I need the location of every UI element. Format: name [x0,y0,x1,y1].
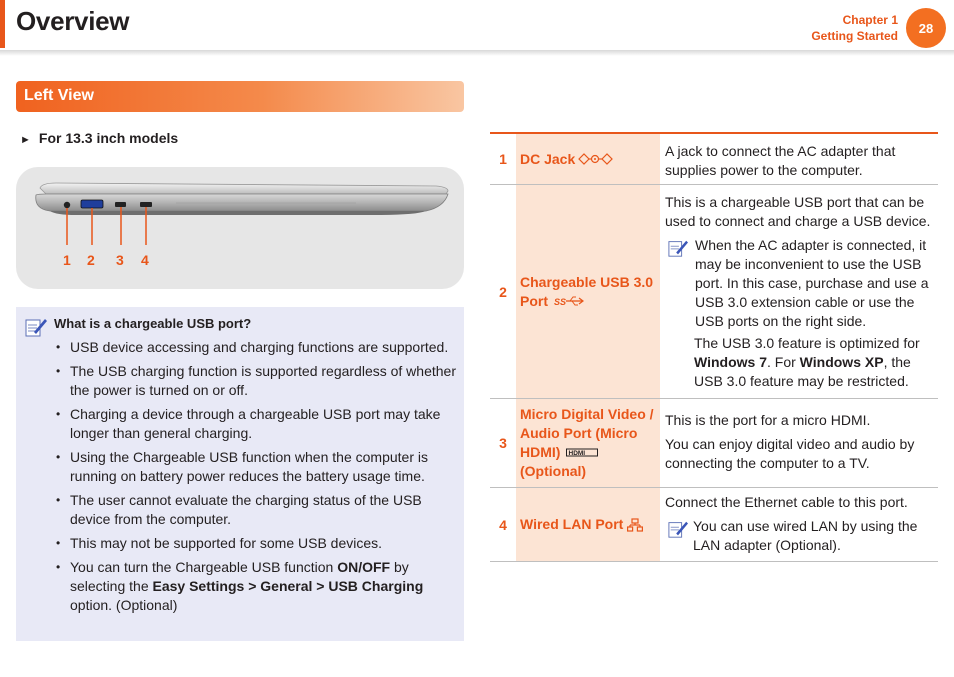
note-pencil-icon [24,316,48,338]
port-name [516,134,660,184]
row-number: 3 [499,435,507,451]
section-heading [16,81,464,112]
port-description-text: Connect the Ethernet cable to this port. [665,494,908,510]
port-name [516,185,660,398]
list-text-bold: ON/OFF [337,559,391,575]
list-item: • USB device accessing and charging functions are supported. [54,338,458,357]
port-description [665,193,938,391]
list-item: • Charging a device through a chargeable USB port may take longer than general charging. [54,405,458,443]
port-name-label: Micro Digital Video / Audio Port (Micro HDMI) [520,406,654,460]
extra-text: The USB 3.0 feature is optimized for [694,335,920,351]
micro-hdmi-port [115,202,126,207]
port-name-suffix: (Optional) [520,463,587,479]
model-heading [20,130,178,146]
note-pencil-icon [667,238,689,258]
callout-4: 4 [141,252,149,268]
triangle-bullet-icon: ► [20,134,31,146]
note-list [54,338,458,620]
port-description: A jack to connect the AC adapter that supplies power to the computer. [665,143,896,178]
chapter-label [811,12,898,44]
list-item [54,558,458,615]
list-text: You can turn the Chargeable USB function [70,559,338,575]
port-note-text: You can use wired LAN by using the LAN adapter (Optional). [693,518,918,553]
port-name [516,399,660,487]
dc-jack-icon [578,153,614,165]
callout-3: 3 [116,252,124,268]
svg-text:SS: SS [553,296,566,307]
list-item: • The USB charging function is supported regardless of whether the power is turned on or off. [54,362,458,400]
table-row [490,488,938,562]
list-text: by selecting the [70,559,409,594]
list-item: • Using the Chargeable USB function when the computer is running on battery power reduces the battery usage time. [54,448,458,486]
list-item: • The user cannot evaluate the charging status of the USB device from the computer. [54,491,458,529]
port-description-text: This is a chargeable USB port that can be used to connect and charge a USB device. [665,194,931,229]
port-description-text: You can enjoy digital video and audio by connecting the computer to a TV. [665,436,915,471]
port-description [665,493,938,555]
accent-bar [0,0,5,48]
usb-port [81,200,103,208]
row-number: 1 [499,151,507,167]
callout-1: 1 [63,252,71,268]
lan-icon [627,518,643,532]
usb-ss-icon [554,295,584,307]
os-name: Windows XP [799,354,884,370]
os-name: Windows 7 [694,354,767,370]
port-name-label: Wired LAN Port [520,516,624,532]
page-title: Overview [16,6,130,36]
port-name [516,488,660,561]
extra-text: , the USB 3.0 feature may be restricted. [694,354,911,389]
dc-jack-port [64,202,70,208]
header-rule [0,50,954,56]
list-text: option. (Optional) [70,597,178,613]
laptop-side-illustration [16,167,464,289]
note-box [16,307,464,641]
lan-port [140,202,152,207]
menu-path: Easy Settings > General > USB Charging [152,578,424,594]
laptop-left-view-figure [16,167,464,289]
port-description-text: This is the port for a micro HDMI. [665,412,871,428]
model-heading-label: For 13.3 inch models [38,130,179,146]
port-name-label: Chargeable USB 3.0 Port [520,273,654,309]
note-pencil-icon [667,519,689,539]
page-number: 28 [906,8,946,48]
port-extra-text [665,334,938,391]
port-description [665,411,938,473]
chapter-number: Chapter 1 [842,13,898,27]
table-row [490,134,938,185]
svg-text:HDMI: HDMI [568,450,586,458]
port-note-text: When the AC adapter is connected, it may be inconvenient to use the USB port. In this case, purchase and use a USB 3.0 extension cable or use the USB ports on the right side. [695,237,929,329]
port-note [665,517,938,555]
row-number: 4 [499,516,507,533]
note-title: What is a chargeable USB port? [54,316,252,331]
table-row [490,399,938,488]
extra-text: . For [767,354,800,370]
callout-2: 2 [87,252,95,268]
chapter-name: Getting Started [811,29,898,43]
row-number: 2 [499,283,507,300]
port-name-label: DC Jack [520,150,576,167]
table-row [490,185,938,399]
list-item: • This may not be supported for some USB devices. [54,534,458,553]
section-heading-label: Left View [24,87,94,104]
port-note [665,236,938,331]
hdmi-icon [566,447,598,458]
